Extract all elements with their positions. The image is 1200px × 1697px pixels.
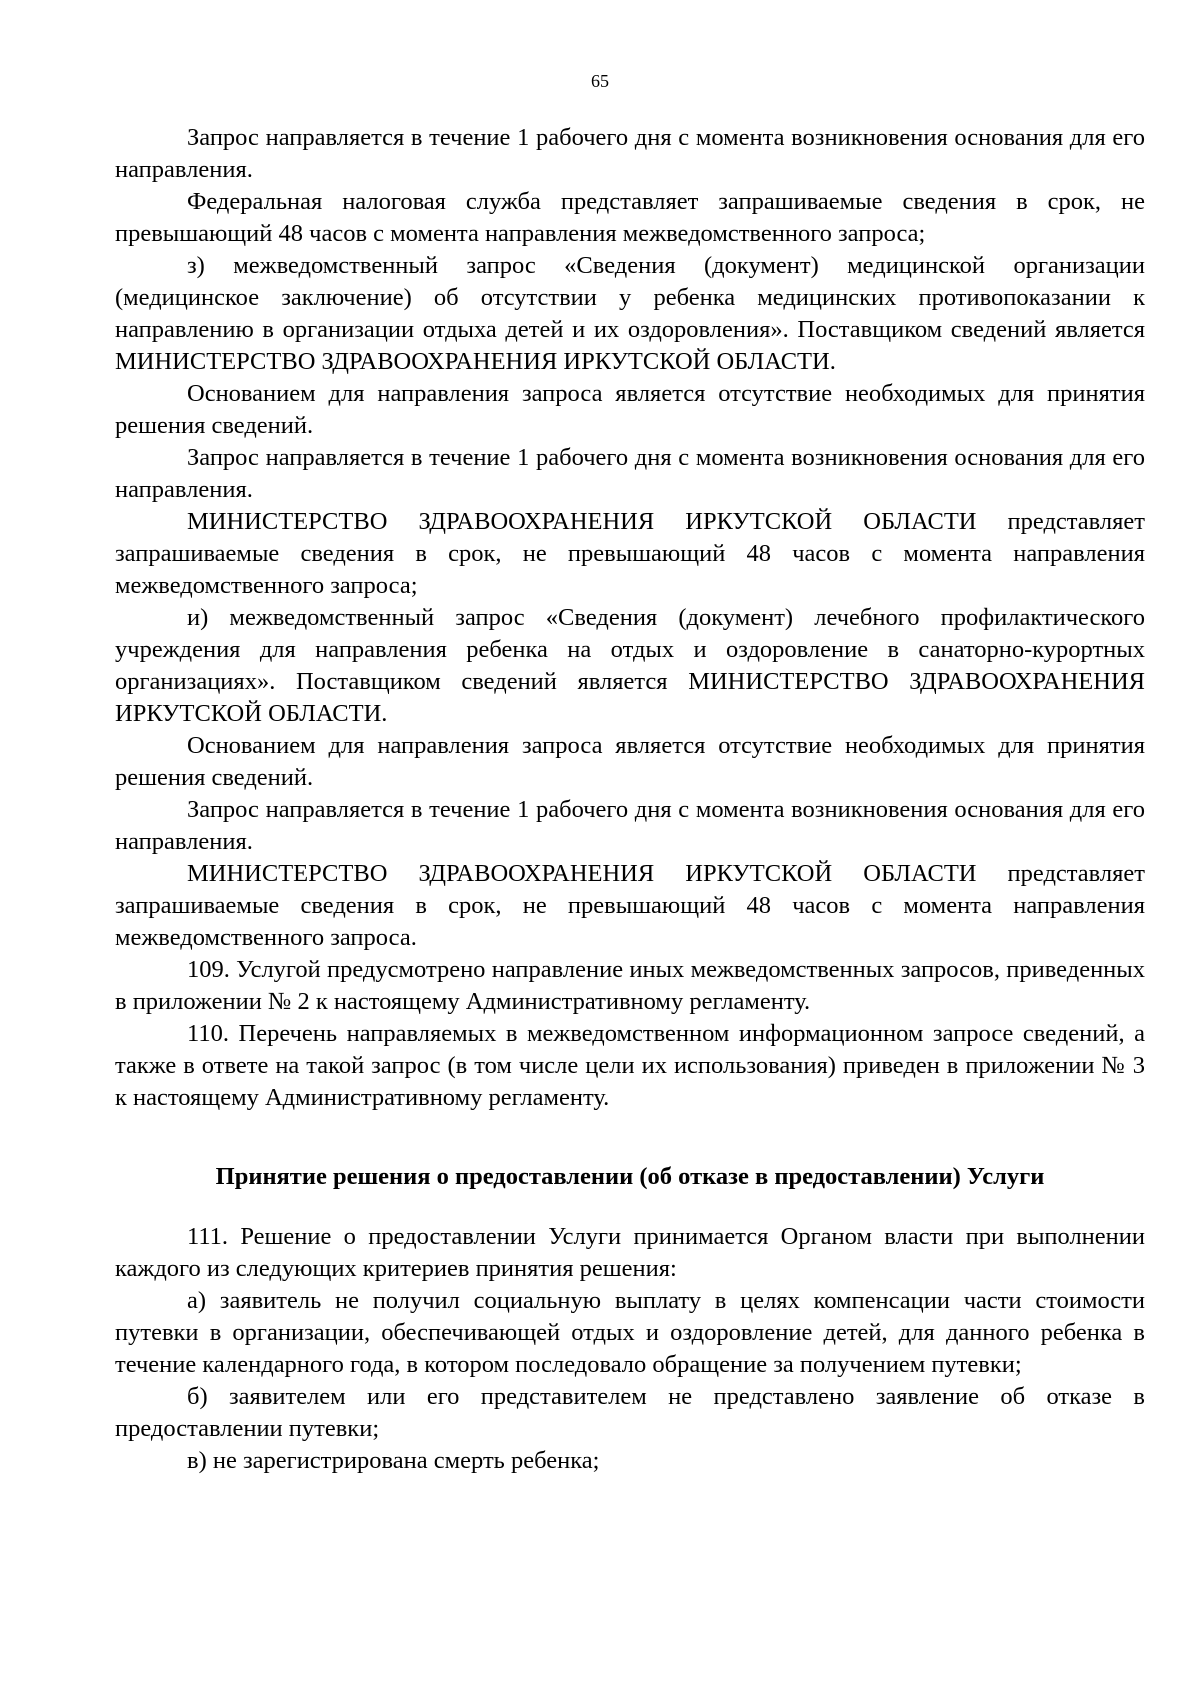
page-number: 65 [591, 71, 609, 91]
paragraph: Запрос направляется в течение 1 рабочего дня с момента возникновения основания для его направления. [115, 444, 1145, 503]
paragraph: Федеральная налоговая служба представляет запрашиваемые сведения в срок, не превышающий 48 часов с момента направления межведомственного запроса; [115, 188, 1145, 247]
section-heading: Принятие решения о предоставлении (об отказе в предоставлении) Услуги [215, 1163, 1045, 1190]
paragraph: МИНИСТЕРСТВО ЗДРАВООХРАНЕНИЯ ИРКУТСКОЙ ОБЛАСТИ представляет запрашиваемые сведения в срок, не превышающий 48 часов с момента направления межведомственного запроса; [115, 508, 1145, 599]
paragraph: 111. Решение о предоставлении Услуги принимается Органом власти при выполнении каждого из следующих критериев принятия решения: [115, 1223, 1145, 1282]
document-body [115, 122, 1145, 1477]
paragraph: 110. Перечень направляемых в межведомственном информационном запросе сведений, а также в ответе на такой запрос (в том числе цели их использования) приведен в приложении № 3 к настоящему Административному регламенту. [115, 1020, 1145, 1111]
paragraph: б) заявителем или его представителем не представлено заявление об отказе в предоставлении путевки; [115, 1383, 1145, 1442]
paragraph: Запрос направляется в течение 1 рабочего дня с момента возникновения основания для его направления. [115, 124, 1145, 183]
paragraph: Запрос направляется в течение 1 рабочего дня с момента возникновения основания для его направления. [115, 796, 1145, 855]
paragraph: в) не зарегистрирована смерть ребенка; [187, 1447, 600, 1474]
paragraph: МИНИСТЕРСТВО ЗДРАВООХРАНЕНИЯ ИРКУТСКОЙ ОБЛАСТИ представляет запрашиваемые сведения в срок, не превышающий 48 часов с момента направления межведомственного запроса. [115, 860, 1145, 951]
paragraph: а) заявитель не получил социальную выплату в целях компенсации части стоимости путевки в организации, обеспечивающей отдых и оздоровление детей, для данного ребенка в течение календарного года, в котором последовало обращение за получением путевки; [115, 1287, 1145, 1378]
paragraph: и) межведомственный запрос «Сведения (документ) лечебного профилактического учреждения для направления ребенка на отдых и оздоровление в санаторно-курортных организациях». Поставщиком сведений является МИНИСТЕРСТВО ЗДРАВООХРАНЕНИЯ ИРКУТСКОЙ ОБЛАСТИ. [115, 604, 1145, 727]
paragraph: Основанием для направления запроса является отсутствие необходимых для принятия решения сведений. [115, 380, 1145, 439]
paragraph: з) межведомственный запрос «Сведения (документ) медицинской организации (медицинское заключение) об отсутствии у ребенка медицинских противопоказании к направлению в организации отдыха детей и их оздоровления». Поставщиком сведений является МИНИСТЕРСТВО ЗДРАВООХРАНЕНИЯ ИРКУТСКОЙ ОБЛАСТИ. [115, 252, 1145, 375]
paragraph: 109. Услугой предусмотрено направление иных межведомственных запросов, приведенных в приложении № 2 к настоящему Административному регламенту. [115, 956, 1145, 1015]
paragraph: Основанием для направления запроса является отсутствие необходимых для принятия решения сведений. [115, 732, 1145, 791]
